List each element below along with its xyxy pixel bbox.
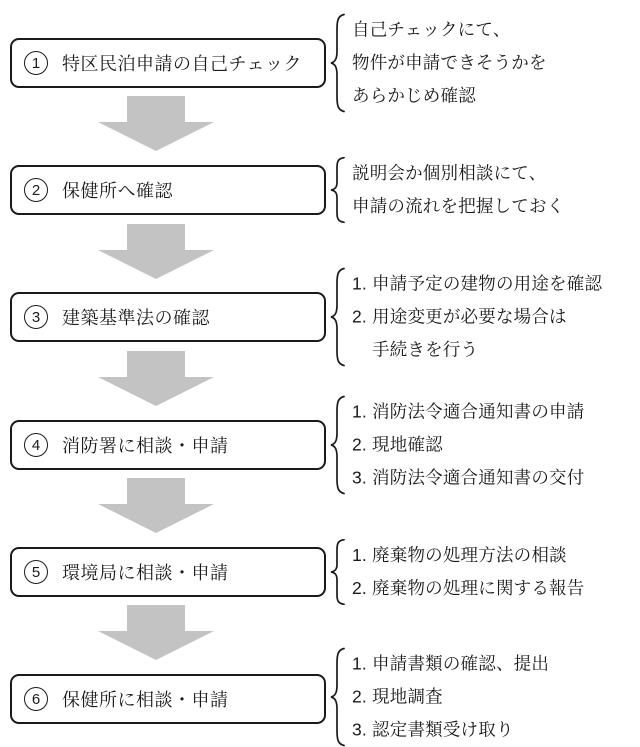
step-label: 保健所に相談・申請 bbox=[62, 690, 229, 710]
note-line: 自己チェックにて、 bbox=[352, 19, 511, 40]
note-line: 1. 消防法令適合通知書の申請 bbox=[352, 401, 585, 422]
step-label: 消防署に相談・申請 bbox=[62, 436, 229, 456]
brace-icon bbox=[330, 268, 345, 367]
note-line: 3. 認定書類受け取り bbox=[352, 719, 514, 740]
step-number-circle bbox=[24, 178, 48, 202]
brace-icon bbox=[330, 539, 345, 605]
brace-icon bbox=[330, 396, 345, 495]
step-label: 建築基準法の確認 bbox=[62, 308, 210, 328]
down-arrow bbox=[98, 224, 214, 279]
step-number: 5 bbox=[31, 563, 41, 581]
step-box-2 bbox=[10, 165, 326, 215]
step-number-circle bbox=[24, 560, 48, 584]
brace-icon bbox=[330, 648, 345, 747]
note-line: 2. 廃棄物の処理に関する報告 bbox=[352, 578, 585, 598]
note-line: 2. 現地確認 bbox=[352, 434, 443, 455]
step-number: 2 bbox=[31, 181, 41, 199]
step-box-4 bbox=[10, 420, 326, 470]
note-line: 1. 申請予定の建物の用途を確認 bbox=[352, 273, 603, 294]
note-line: 2. 現地調査 bbox=[352, 686, 443, 707]
step-label: 保健所へ確認 bbox=[62, 181, 173, 201]
step-note-1 bbox=[330, 14, 547, 113]
step-number: 4 bbox=[31, 436, 41, 454]
note-line: あらかじめ確認 bbox=[352, 85, 476, 106]
step-box-5 bbox=[10, 547, 326, 597]
step-box-1 bbox=[10, 38, 326, 88]
step-number-circle bbox=[24, 305, 48, 329]
note-line: 1. 廃棄物の処理方法の相談 bbox=[352, 545, 567, 565]
step-number-circle bbox=[24, 51, 48, 75]
note-line: 2. 用途変更が必要な場合は bbox=[352, 306, 567, 327]
step-label: 環境局に相談・申請 bbox=[62, 563, 229, 583]
note-line: 申請の流れを把握しておく bbox=[352, 196, 565, 216]
brace-icon bbox=[330, 157, 345, 223]
note-line: 物件が申請できそうかを bbox=[352, 52, 547, 73]
step-number-circle bbox=[24, 433, 48, 457]
note-line: 3. 消防法令適合通知書の交付 bbox=[352, 467, 585, 488]
note-line: 手続きを行う bbox=[372, 339, 479, 360]
step-note-3 bbox=[330, 268, 602, 367]
step-box-3 bbox=[10, 292, 326, 342]
note-line: 説明会か個別相談にて、 bbox=[352, 163, 547, 183]
step-note-5 bbox=[330, 539, 584, 605]
step-number-circle bbox=[24, 687, 48, 711]
down-arrow bbox=[98, 478, 214, 533]
step-note-6 bbox=[330, 648, 549, 747]
down-arrow bbox=[98, 351, 214, 406]
down-arrow bbox=[98, 605, 214, 660]
step-box-6 bbox=[10, 674, 326, 724]
step-number: 3 bbox=[31, 308, 41, 326]
note-line: 1. 申請書類の確認、提出 bbox=[352, 653, 550, 674]
step-note-4 bbox=[330, 396, 584, 495]
down-arrow bbox=[98, 96, 214, 151]
step-label: 特区民泊申請の自己チェック bbox=[62, 54, 302, 74]
step-number: 1 bbox=[31, 54, 41, 72]
step-note-2 bbox=[330, 157, 564, 223]
step-number: 6 bbox=[31, 690, 41, 708]
brace-icon bbox=[330, 14, 345, 113]
